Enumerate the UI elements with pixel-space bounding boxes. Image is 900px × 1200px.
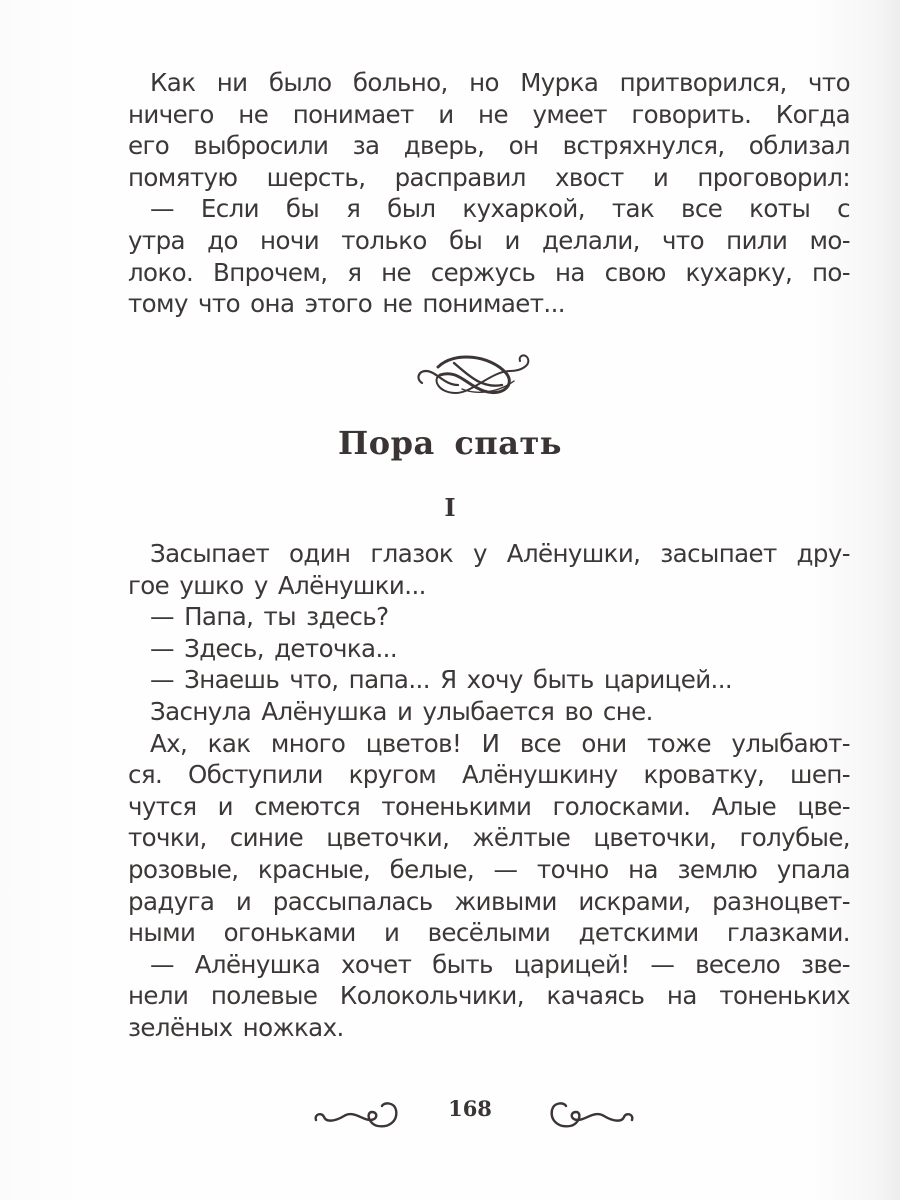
- text-line: ными огоньками и весёлыми детскими глазками.: [128, 918, 850, 948]
- flourish-right-ornament-icon: [538, 1098, 638, 1132]
- text-line: утра до ночи только бы и делали, что пили мо-: [128, 225, 850, 255]
- text-line: гое ушко у Алёнушки...: [128, 570, 426, 600]
- flourish-left-ornament-icon: [310, 1098, 410, 1132]
- section-number: I: [444, 493, 456, 522]
- text-line: розовые, красные, белые, — точно на землю упала: [128, 854, 850, 884]
- text-line: — Алёнушка хочет быть царицей! — весело зве-: [150, 949, 850, 979]
- text-line: помятую шерсть, расправил хвост и проговорил:: [128, 162, 850, 192]
- text-line: — Папа, ты здесь?: [150, 602, 389, 632]
- text-line: Заснула Алёнушка и улыбается во сне.: [150, 696, 653, 726]
- text-line: Ах, как много цветов! И все они тоже улыбают-: [150, 728, 850, 758]
- page-number: 168: [448, 1096, 492, 1121]
- text-line: чутся и смеются тоненькими голосками. Алые цве-: [128, 791, 850, 821]
- text-line: радуга и рассыпалась живыми искрами, разноцвет-: [128, 886, 850, 916]
- text-line: — Знаешь что, папа... Я хочу быть царицей...: [150, 665, 733, 695]
- text-line: тому что она этого не понимает...: [128, 289, 565, 319]
- text-line: — Здесь, деточка...: [150, 633, 398, 663]
- text-line: нели полевые Колокольчики, качаясь на тоненьких: [128, 981, 850, 1011]
- previous-story-text: [128, 67, 850, 320]
- flourish-knot-ornament-icon: [410, 345, 540, 405]
- text-line: зелёных ножках.: [128, 1012, 344, 1042]
- text-line: точки, синие цветочки, жёлтые цветочки, голубые,: [128, 823, 850, 853]
- chapter-text: [128, 538, 850, 1044]
- text-line: — Если бы я был кухаркой, так все коты с: [150, 194, 850, 224]
- text-line: Как ни было больно, но Мурка притворился, что: [150, 68, 850, 97]
- page-footer: [300, 1090, 640, 1135]
- text-line: ся. Обступили кругом Алёнушкину кроватку, шеп-: [128, 760, 850, 790]
- text-line: ничего не понимает и не умеет говорить. Когда: [128, 99, 850, 129]
- chapter-title: Пора спать: [338, 424, 562, 462]
- text-line: локо. Впрочем, я не сержусь на свою кухарку, по-: [128, 257, 850, 287]
- text-line: его выбросили за дверь, он встряхнулся, облизал: [128, 131, 850, 161]
- text-line: Засыпает один глазок у Алёнушки, засыпает дру-: [150, 539, 850, 568]
